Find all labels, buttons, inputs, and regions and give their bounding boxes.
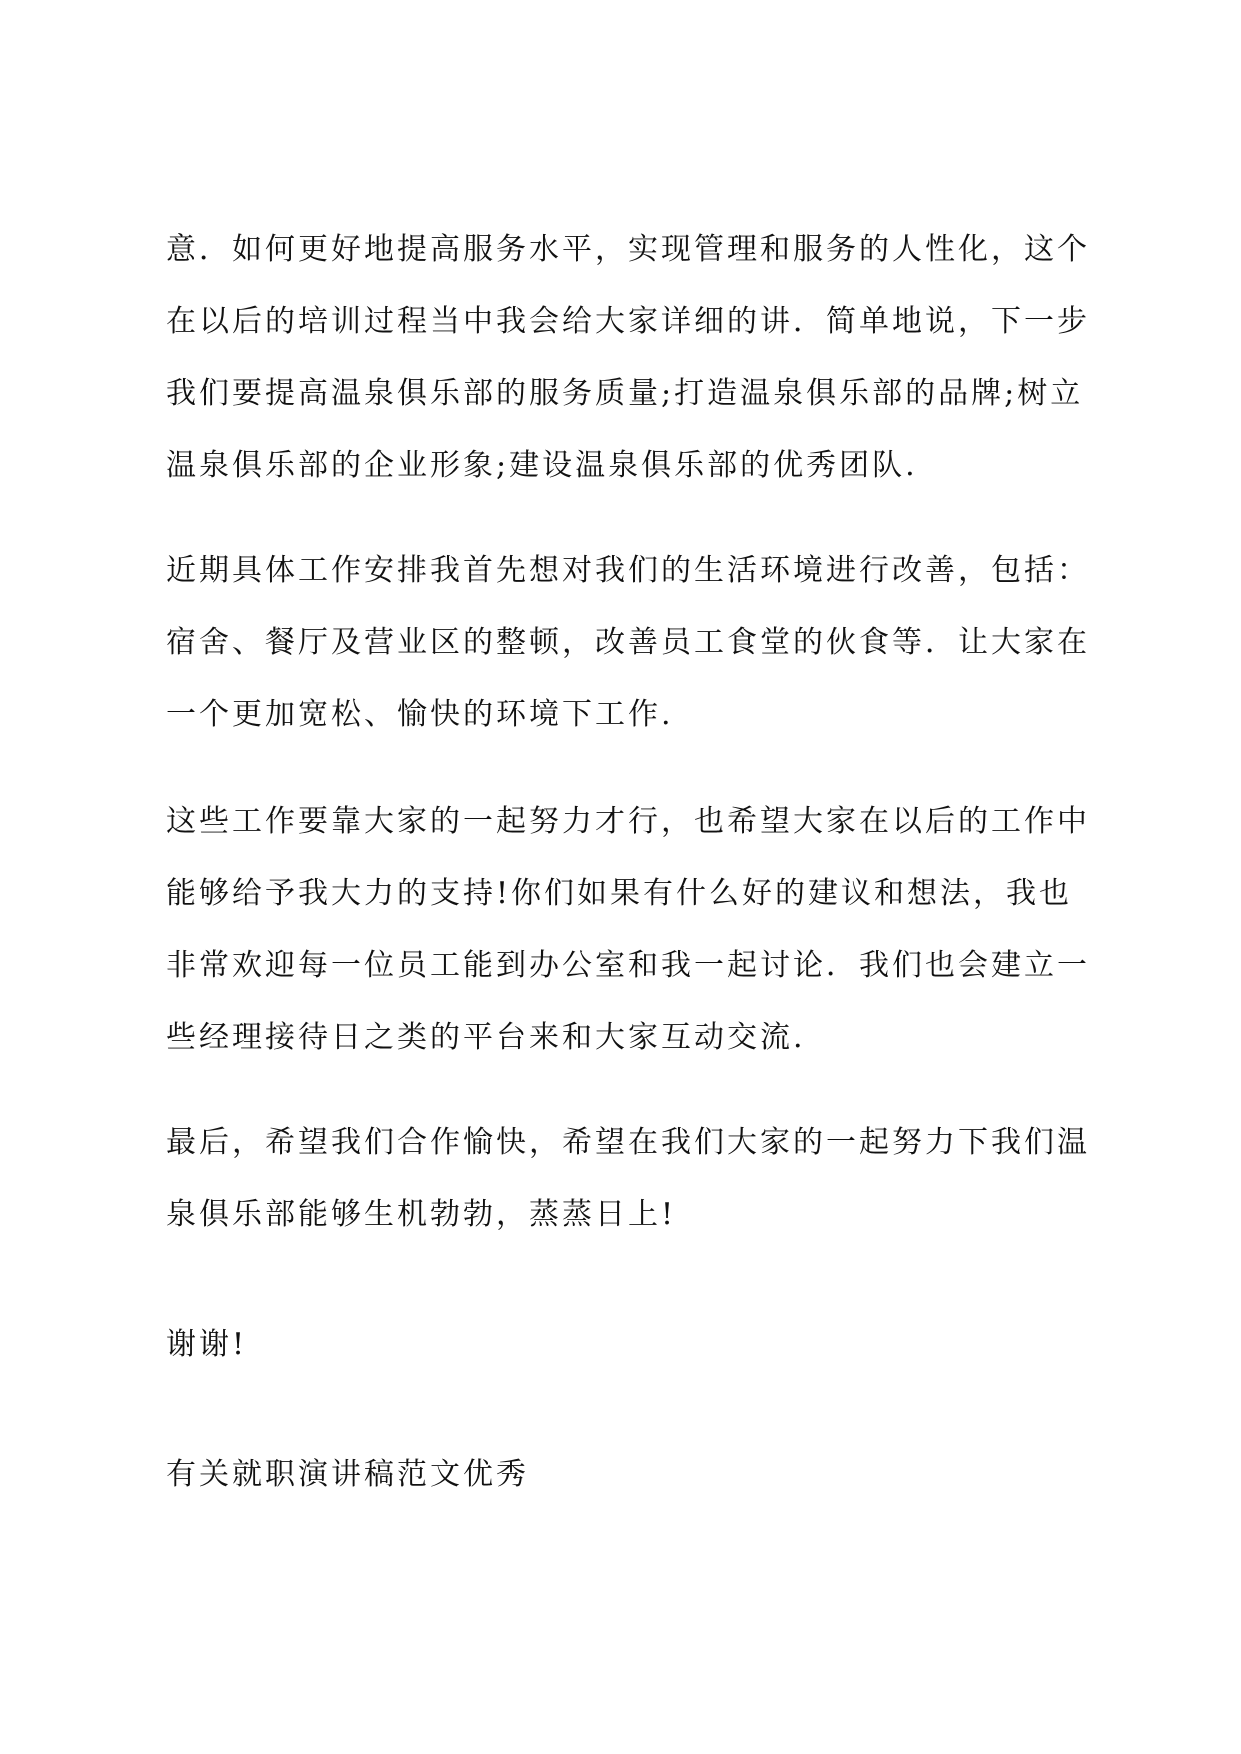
text-line: 些经理接待日之类的平台来和大家互动交流. — [166, 1020, 806, 1055]
text-line: 泉俱乐部能够生机勃勃，蒸蒸日上! — [166, 1197, 677, 1232]
text-line: 谢谢! — [166, 1327, 248, 1362]
text-line: 在以后的培训过程当中我会给大家详细的讲．简单地说，下一步 — [166, 304, 1090, 339]
text-line: 能够给予我大力的支持!你们如果有什么好的建议和想法，我也 — [166, 876, 1073, 911]
text-line: 非常欢迎每一位员工能到办公室和我一起讨论．我们也会建立一 — [166, 948, 1090, 983]
text-line: 温泉俱乐部的企业形象;建设温泉俱乐部的优秀团队. — [166, 448, 918, 483]
paragraph-thanks — [166, 1327, 248, 1362]
text-line: 宿舍、餐厅及营业区的整顿，改善员工食堂的伙食等．让大家在 — [166, 625, 1090, 660]
text-line: 有关就职演讲稿范文优秀 — [166, 1457, 529, 1492]
text-line: 这些工作要靠大家的一起努力才行，也希望大家在以后的工作中 — [166, 804, 1090, 839]
text-line: 一个更加宽松、愉快的环境下工作. — [166, 697, 674, 732]
paragraph-closing-wishes — [166, 1107, 1090, 1251]
text-line: 意．如何更好地提高服务水平，实现管理和服务的人性化，这个 — [166, 232, 1090, 267]
text-line: 最后，希望我们合作愉快，希望在我们大家的一起努力下我们温 — [166, 1125, 1090, 1160]
paragraph-support-request — [166, 786, 1090, 1074]
paragraph-work-arrangement — [166, 535, 1090, 751]
text-line: 我们要提高温泉俱乐部的服务质量;打造温泉俱乐部的品牌;树立 — [166, 376, 1084, 411]
section-heading — [166, 1457, 529, 1492]
paragraph-service-improvement — [166, 214, 1090, 502]
text-line: 近期具体工作安排我首先想对我们的生活环境进行改善，包括： — [166, 553, 1090, 588]
